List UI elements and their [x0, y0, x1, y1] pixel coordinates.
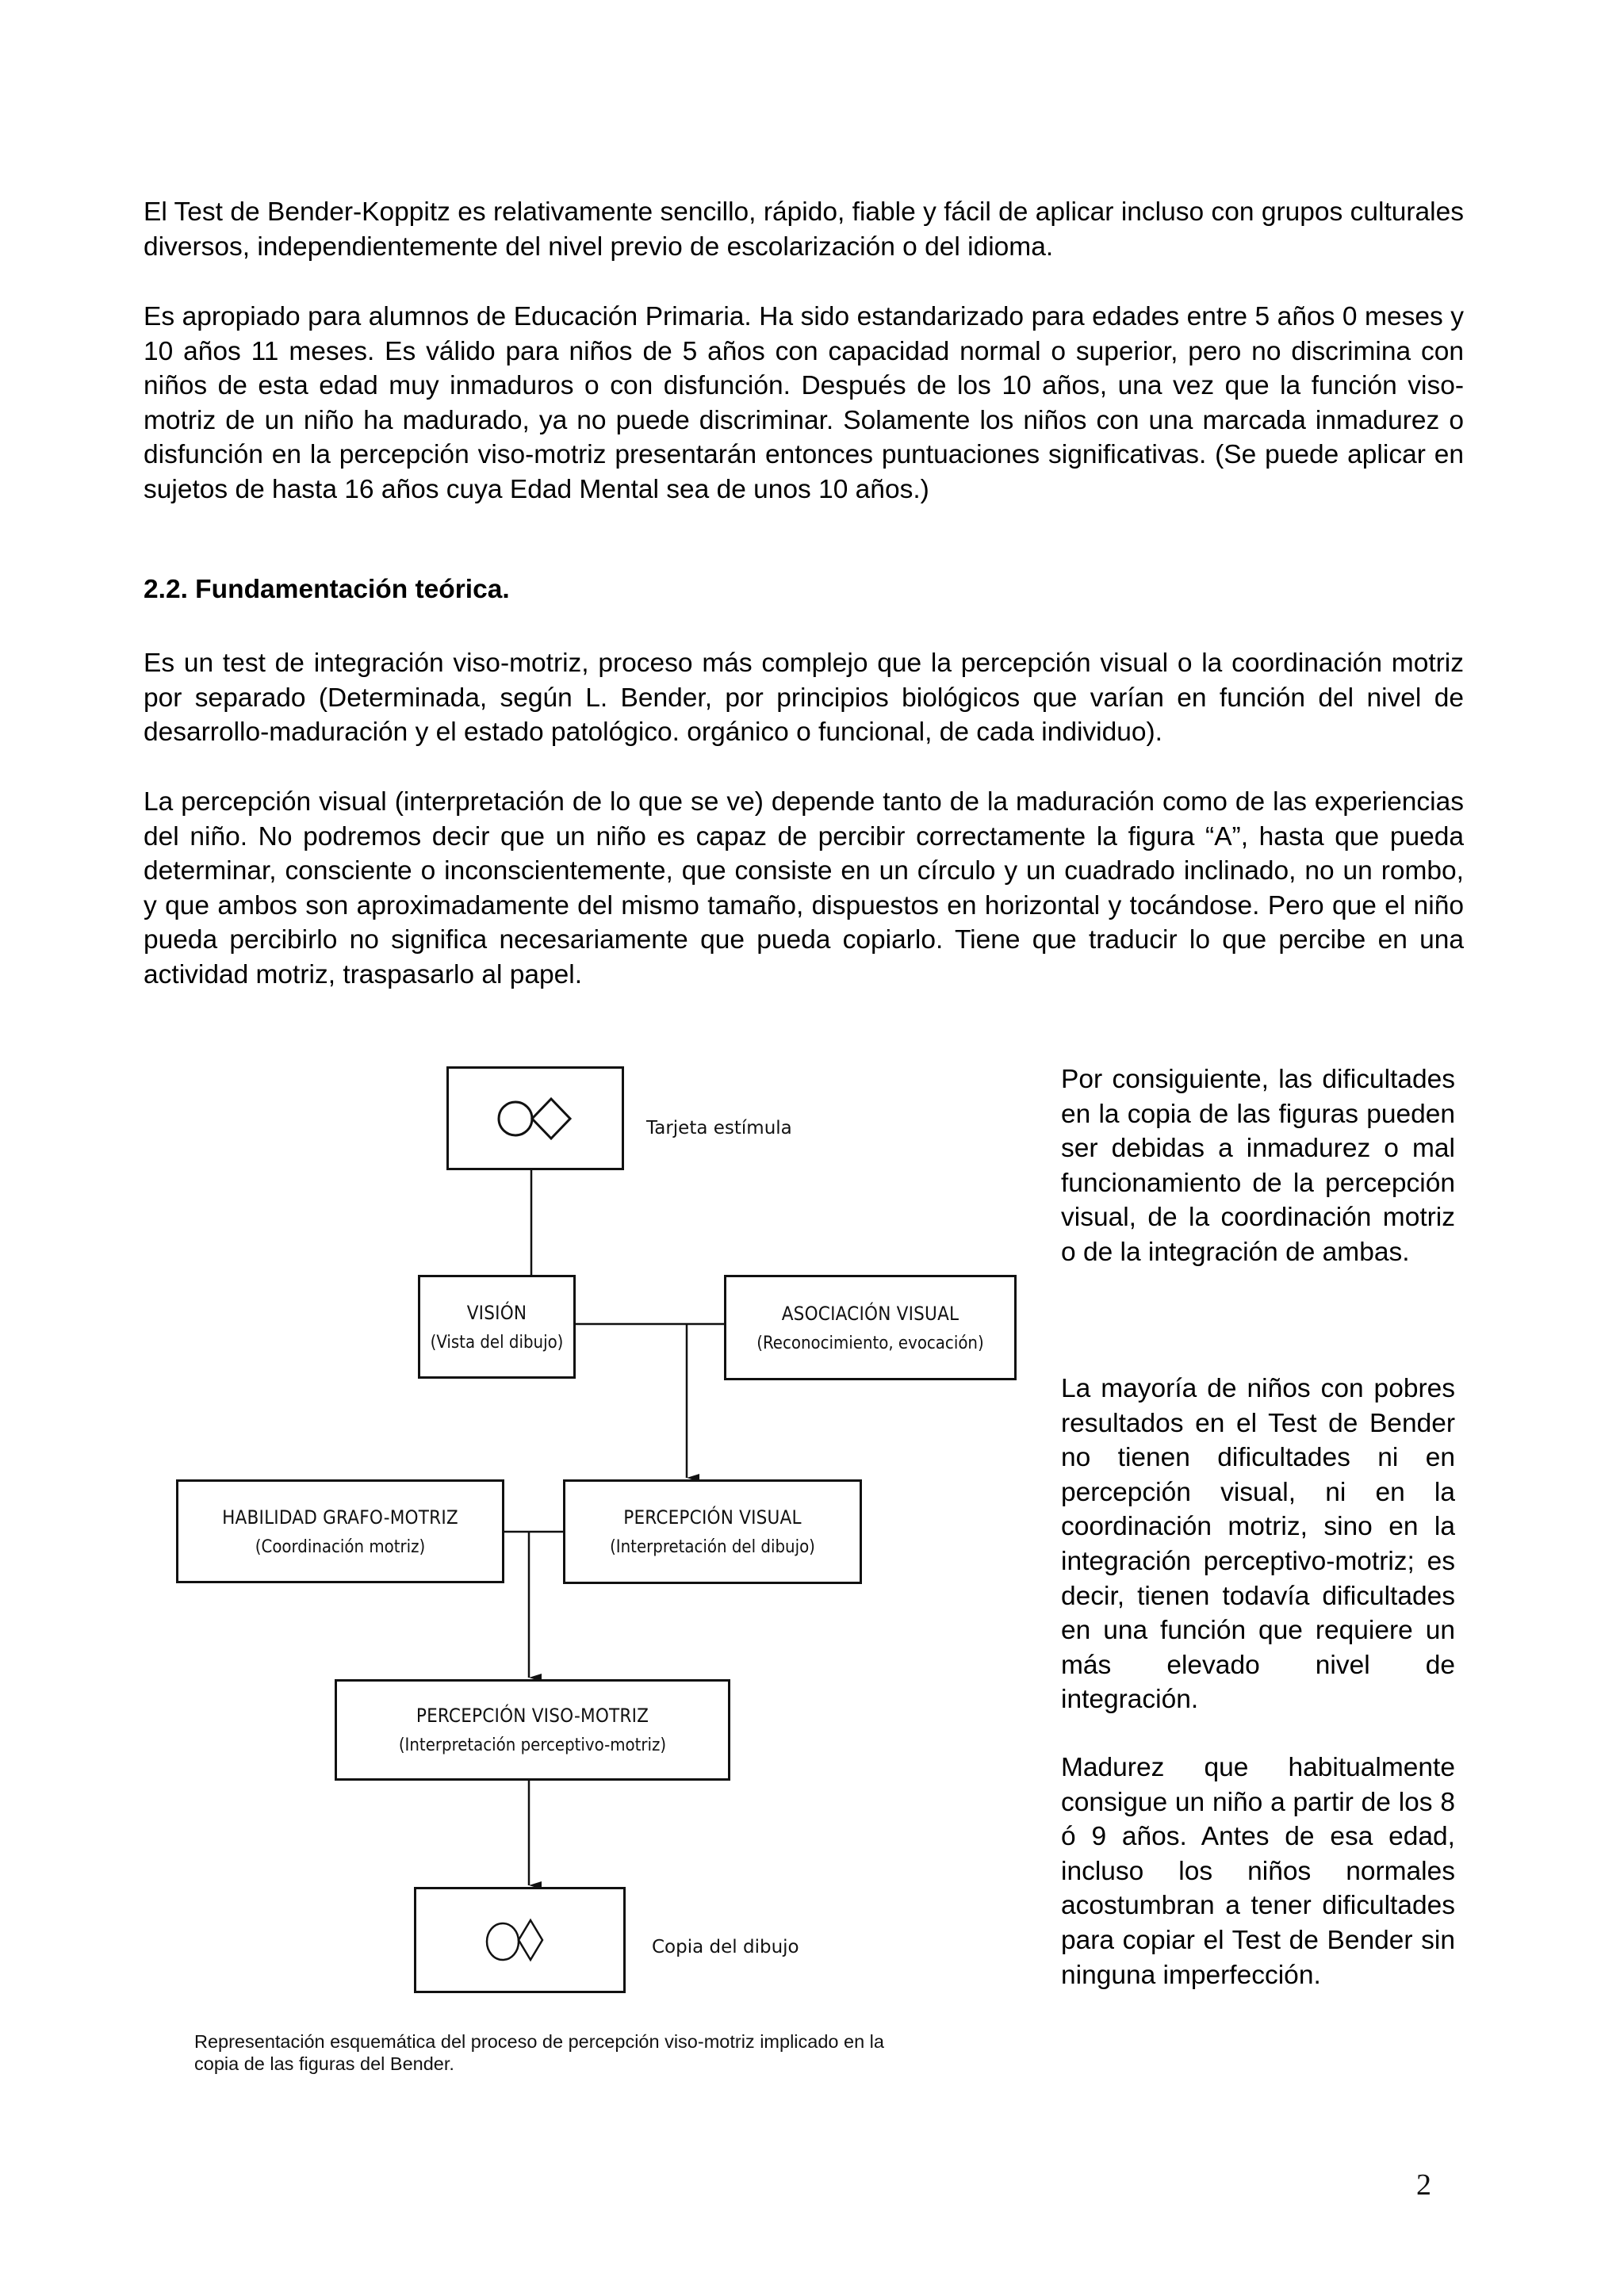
- circle-diamond-figure-icon: [492, 1095, 579, 1142]
- paragraph-theory: Es un test de integración viso-motriz, proceso más complejo que la percepción visual o la coordinación motriz por separado (Determinada, según L. Bender, por principios biológicos que varían en función del nivel de desarrollo-maduración y el estado patológico. orgánico o funcional, de cada individuo).: [144, 649, 1464, 747]
- visual-perception-box: [563, 1479, 862, 1584]
- page-number: 2: [1416, 2168, 1431, 2202]
- paragraph-age-range: Es apropiado para alumnos de Educación Primaria. Ha sido estandarizado para edades entre 5 años 0 meses y 10 años 11 meses. Es válido para niños de 5 años con capacidad normal o superior, pero no discrimina con niños de esta edad muy inmaduros o con disfunción. Después de los 10 años, una vez que la función viso-motriz de un niño ha madurado, ya no puede discriminar. Solamente los niños con una marcada inmadurez o disfunción en la percepción viso-motriz presentarán entonces puntuaciones significativas. (Se puede aplicar en sujetos de hasta 16 años cuya Edad Mental sea de unos 10 años.): [144, 302, 1464, 504]
- copied-circle-diamond-figure-icon: [477, 1916, 564, 1964]
- visual-association-subtitle: (Reconocimiento, evocación): [756, 1333, 984, 1353]
- stimulus-card-label: Tarjeta estímula: [646, 1118, 792, 1138]
- stimulus-card-box: [446, 1066, 624, 1170]
- graphomotor-skill-box: [176, 1479, 504, 1583]
- right-paragraph-majority: La mayoría de niños con pobres resultados en el Test de Bender no tienen dificultades ni en percepción visual, ni en la coordinación motriz, sino en la integración perceptivo-motriz; es decir, tienen todavía dificultades en una función que requiere un más elevado nivel de integración.: [1061, 1374, 1455, 1715]
- graphomotor-subtitle: (Coordinación motriz): [255, 1536, 426, 1557]
- visual-perception-subtitle: (Interpretación del dibujo): [610, 1537, 815, 1557]
- paragraph-visual-perception: La percepción visual (interpretación de lo que se ve) depende tanto de la maduración como de las experiencias del niño. No podremos decir que un niño es capaz de percibir correctamente la figura “A”, hasta que pueda determinar, consciente o inconscientemente, que consiste en un círculo y un cuadrado inclinado, no un rombo, y que ambos son aproximadamente del mismo tamaño, dispuestos en horizontal y tocándose. Pero que el niño pueda percibirlo no significa necesariamente que pueda copiarlo. Tiene que traducir lo que percibe en una actividad motriz, traspasarlo al papel.: [144, 787, 1464, 989]
- graphomotor-title: HABILIDAD GRAFO-MOTRIZ: [222, 1506, 458, 1529]
- visual-perception-title: PERCEPCIÓN VISUAL: [623, 1506, 802, 1529]
- right-paragraph-difficulties: Por consiguiente, las dificultades en la copia de las figuras pueden ser debidas a inmadurez o mal funcionamiento de la percepción visual, de la coordinación motriz o de la integración de ambas.: [1061, 1065, 1455, 1267]
- right-paragraph-maturity: Madurez que habitualmente consigue un niño a partir de los 8 ó 9 años. Antes de esa edad, incluso los niños normales acostumbran a tener dificultades para copiar el Test de Bender sin ninguna imperfección.: [1061, 1753, 1455, 1990]
- diagram-caption: Representación esquemática del proceso de percepción viso-motriz implicado en la copia de las figuras del Bender.: [194, 2031, 884, 2074]
- drawing-copy-label: Copia del dibujo: [652, 1937, 799, 1957]
- visuomotor-perception-title: PERCEPCIÓN VISO-MOTRIZ: [416, 1705, 649, 1727]
- vision-title: VISIÓN: [466, 1301, 527, 1324]
- drawing-copy-box: [414, 1887, 626, 1993]
- visuomotor-perception-subtitle: (Interpretación perceptivo-motriz): [398, 1735, 667, 1755]
- paragraph-intro: El Test de Bender-Koppitz es relativamente sencillo, rápido, fiable y fácil de aplicar incluso con grupos culturales diversos, independientemente del nivel previo de escolarización o del idioma.: [144, 197, 1464, 262]
- vision-box: [418, 1275, 576, 1379]
- visual-association-title: ASOCIACIÓN VISUAL: [781, 1302, 959, 1325]
- section-heading: 2.2. Fundamentación teórica.: [144, 575, 510, 604]
- visuomotor-perception-box: [335, 1679, 730, 1781]
- vision-subtitle: (Vista del dibujo): [430, 1332, 564, 1353]
- visual-association-box: [724, 1275, 1017, 1380]
